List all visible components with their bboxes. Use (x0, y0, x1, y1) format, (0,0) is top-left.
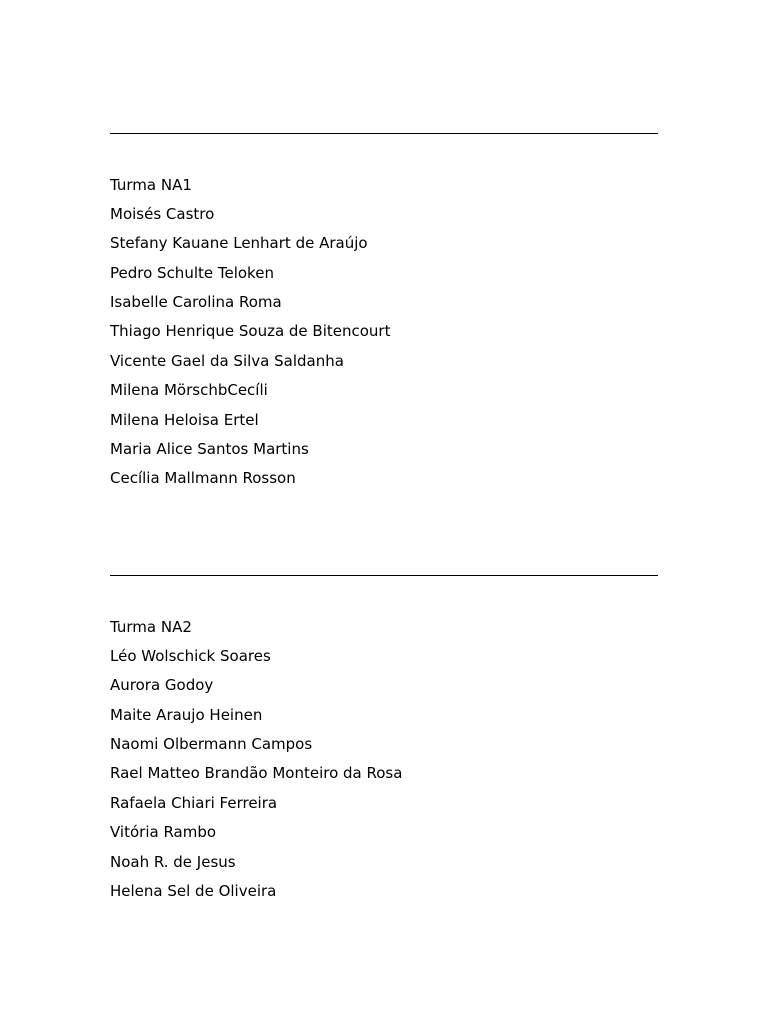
student-name: Maite Araujo Heinen (110, 705, 263, 724)
student-name: Aurora Godoy (110, 676, 214, 695)
class-section-na2 (110, 575, 658, 906)
student-name: Rafaela Chiari Ferreira (110, 793, 278, 812)
section-divider (110, 575, 658, 576)
student-name: Léo Wolschick Soares (110, 646, 271, 665)
student-name: Pedro Schulte Teloken (110, 263, 274, 282)
student-name: Isabelle Carolina Roma (110, 293, 282, 312)
student-name: Rael Matteo Brandão Monteiro da Rosa (110, 764, 403, 783)
student-name: Helena Sel de Oliveira (110, 882, 277, 901)
student-name: Cecília Mallmann Rosson (110, 469, 296, 488)
student-name: Milena Heloisa Ertel (110, 410, 259, 429)
student-name: Thiago Henrique Souza de Bitencourt (110, 322, 391, 341)
student-name: Vicente Gael da Silva Saldanha (110, 351, 344, 370)
class-section-na1 (110, 133, 658, 494)
student-list (110, 200, 658, 494)
student-name: Milena MörschbCecíli (110, 381, 268, 400)
class-title: Turma NA1 (110, 175, 192, 194)
student-name: Noah R. de Jesus (110, 852, 236, 871)
student-name: Moisés Castro (110, 204, 215, 223)
student-name: Naomi Olbermann Campos (110, 735, 313, 754)
section-divider (110, 133, 658, 134)
student-list (110, 642, 658, 907)
student-name: Maria Alice Santos Martins (110, 440, 309, 459)
student-name: Vitória Rambo (110, 823, 217, 842)
student-name: Stefany Kauane Lenhart de Araújo (110, 234, 368, 253)
class-title: Turma NA2 (110, 617, 192, 636)
